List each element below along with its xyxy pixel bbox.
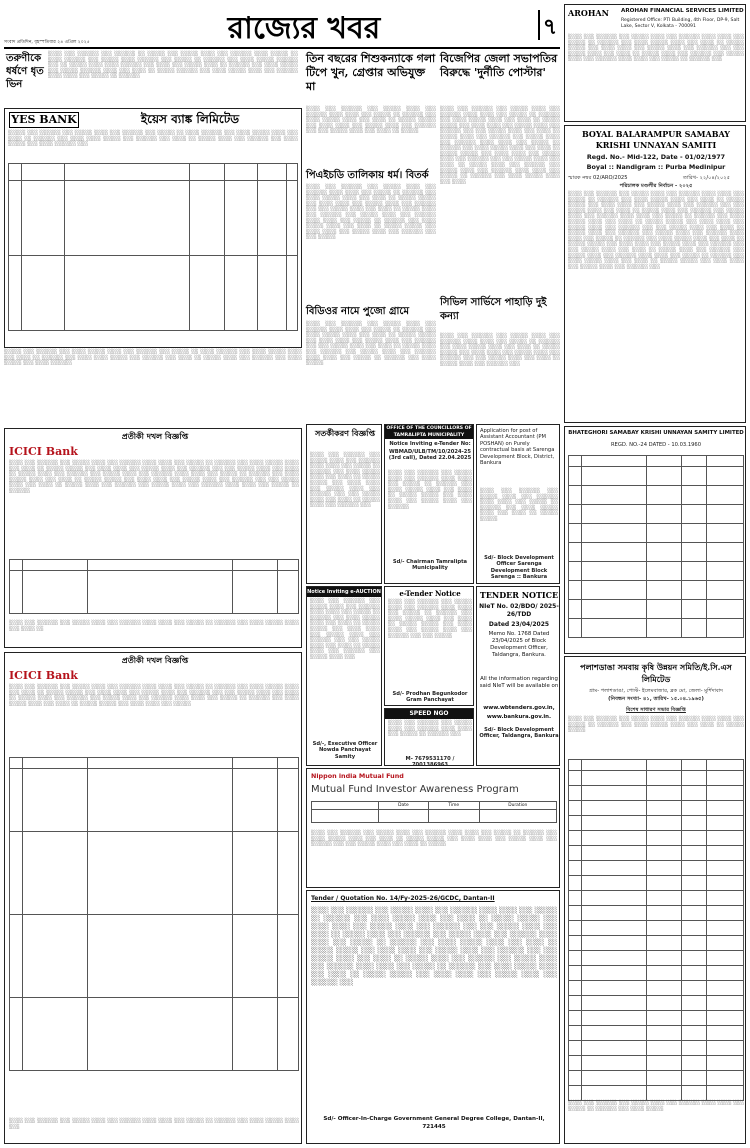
councillors-title: OFFICE OF THE COUNCILLORS OF TAMRALIPTA MUNICIPALITY xyxy=(386,426,472,438)
boyal-date: তারিখ- ২২/০৪/২০২৫ xyxy=(683,175,731,181)
boyal-ad xyxy=(564,125,746,423)
masthead-rule xyxy=(4,47,560,49)
tender-quote-ad xyxy=(306,890,560,1144)
boyal-body: ░░░░ ░░░ ░░░░░░ ░░░ ░░░░░ ░░░░ ░░░ ░░░░░░ ░░░░ ░░░░ ░░░ ░░░░░ ░░ ░░░░░░ ░░░ ░░░░ ░░░░░ ░░░░ ░░░ ░░░░ ░░ ░░░░░ ░░░░░ ░░░ ░░░░ ░░░░ ░░░ ░░░░░ ░░░░ ░░░ ░░░░░░ ░░░ ░░░ ░░░░░ ░░░░ ░░░ ░░░░ ░░ ░░░░░ ░░░░ ░░░ ░░░░░░ ░░░ ░░░░░ ░░░░ ░░░ ░░░░░░ ░░░░ ░░░░ ░░░ ░░░░░ ░░ ░░░░░░ ░░░ ░░░░ ░░░░░ ░░░░ ░░░ ░░░░ ░░ ░░░░░ ░░░░░ ░░░ ░░░░ ░░░░ ░░░ ░░░░░ ░░░░ ░░░ ░░░░░░ ░░░ ░░░ ░░░░░ ░░░░ ░░░ ░░░░ ░░ ░░░░░ ░░░░ ░░░ ░░░░░░ ░░░ ░░░░░ ░░░░ ░░░ ░░░░░░ ░░░░ ░░░░ ░░░ ░░░░░ ░░ ░░░░░░ ░░░ ░░░░ ░░░░░ ░░░░ ░░░ ░░░░ ░░ ░░░░░ ░░░░░ ░░░ ░░░░ ░░░░ ░░░ ░░░░░ ░░░░ ░░░ ░░░░░░ ░░░ ░░░ ░░░░░ ░░░░ ░░░ ░░░░ ░░ ░░░░░ ░░░░ ░░░ ░░░░░░ ░░░ ░░░░░ ░░░░ ░░░ ░░░░░░ ░░░░ ░░░░ ░░░ ░░░░░ ░░ ░░░░░░ ░░░ ░░░░ ░░░░░ ░░░░ ░░░ ░░░░ ░░ ░░░░░ ░░░░░ ░░░ ░░░░ ░░░░ ░░░ ░░░░░ ░░░░ ░░░ ░░░░░░ ░░░ xyxy=(568,192,744,270)
nippon-title: Mutual Fund Investor Awareness Program xyxy=(311,784,519,795)
icici-logo-1: ICICI Bank xyxy=(9,445,78,458)
nowda-title: Notice Inviting e-AUCTION xyxy=(307,589,381,595)
nippon-brand: Nippon india Mutual Fund xyxy=(311,772,404,780)
nowda-ad xyxy=(306,586,382,766)
palashdanga-body: ░░░░ ░░░ ░░░░░░ ░░░ ░░░░░ ░░░░ ░░░ ░░░░░░ ░░░░ ░░░░ ░░░ ░░░░░ ░░ ░░░░░░ ░░░ ░░░░ ░░░░░ ░░░░ ░░░ ░░░░ ░░ ░░░░░ ░░░░░ xyxy=(568,717,744,734)
tender-notice-sign: Sd/- Block Development Officer, Taldangra, Bankura xyxy=(479,727,559,740)
etender-ad xyxy=(384,586,474,706)
icici-notice-1: প্রতীকী দখল বিজ্ঞপ্তি xyxy=(121,431,189,441)
tender-quote-title: Tender / Quotation No. 14/Fy-2025-26/GCDC, Dantan-II xyxy=(311,895,495,902)
tender-notice-no: NIeT No. 02/BDO/ 2025-26/TDD xyxy=(479,603,559,618)
tender-notice-ad xyxy=(476,586,560,766)
story-5-body: ░░░░ ░░░ ░░░░░░ ░░░ ░░░░░ ░░░░ ░░░ ░░░░░░ ░░░░ ░░░░ ░░░ ░░░░░ ░░ ░░░░░░ ░░░ ░░░░ ░░░░░ ░░░░ ░░░ ░░░░ ░░ ░░░░░ ░░░░░ ░░░ ░░░░ ░░░░ ░░░ ░░░░░ ░░░░ ░░░ ░░░░░░ ░░░ ░░░ ░░░░░ ░░░░ ░░░ ░░░░ ░░ ░░░░░ ░░░░ ░░░ ░░░░░░ ░░░ xyxy=(440,334,560,367)
nippon-table-h2: Time xyxy=(428,802,479,810)
bhateghori-reg: REGD. NO.-24 DATED - 10.03.1960 xyxy=(610,442,702,448)
headline-5: সিভিল সার্ভিসে পাহাড়ি দুই কন্যা xyxy=(440,297,547,322)
palashdanga-title: পলাশডাঙা সমবায় কৃষি উন্নয়ন সমিতি/ই.সি.এস লিমিটেড xyxy=(580,662,732,684)
sarkari-title: সতর্কীকরণ বিজ্ঞপ্তি xyxy=(314,428,376,438)
icici-ad-1 xyxy=(4,428,302,648)
arohan-address: Registered Office: PTI Building, 4th Floor, DP-9, Salt Lake, Sector V, Kolkata - 700091 xyxy=(621,18,740,29)
icici-2-body: ░░░░ ░░░ ░░░░░░ ░░░ ░░░░░ ░░░░ ░░░ ░░░░░░ ░░░░ ░░░░ ░░░ ░░░░░ ░░ ░░░░░░ ░░░ ░░░░ ░░░░░ ░░░░ ░░░ ░░░░ ░░ ░░░░░ ░░░░░ ░░░ ░░░░ ░░░░ ░░░ ░░░░░ ░░░░ ░░░ ░░░░░░ ░░░ ░░░ ░░░░░ ░░░░ ░░░ ░░░░ ░░ ░░░░░ ░░░░ ░░░ ░░░░░░ ░░░ ░░░░░ ░░░░ ░░░ ░░░░░░ ░░░░ ░░░░ ░░░ ░░░░░ ░░ ░░░░░░ ░░░ ░░░░ ░░░░░ ░░░░ ░░░ ░░░░ ░░ ░░░░░ ░░░░░ ░░░ ░░░░ ░░░░ ░░░ ░░░░░ xyxy=(9,685,299,707)
story-4-body: ░░░░ ░░░ ░░░░░░ ░░░ ░░░░░ ░░░░ ░░░ ░░░░░░ ░░░░ ░░░░ ░░░ ░░░░░ ░░ ░░░░░░ ░░░ ░░░░ ░░░░░ ░░░░ ░░░ ░░░░ ░░ ░░░░░ ░░░░░ ░░░ ░░░░ ░░░░ ░░░ ░░░░░ ░░░░ ░░░ ░░░░░░ ░░░ ░░░ ░░░░░ ░░░░ ░░░ ░░░░ ░░ ░░░░░ ░░░░ ░░░ ░░░░░░ ░░░ ░░░░░ ░░░░ ░░░ ░░░░░░ ░░░░ ░░░░ ░░░ ░░░░░ ░░ ░░░░░░ ░░░ ░░░░ ░░░░░ ░░░░ ░░░ ░░░░ ░░ ░░░░░ ░░░░░ ░░░ ░░░░ ░░░░ ░░░ ░░░░░ ░░░░ ░░░ ░░░░░░ ░░░ ░░░ ░░░░░ ░░░░ ░░░ ░░░░ ░░ ░░░░░ ░░░░ ░░░ ░░░░░░ ░░░ ░░░░░ ░░░░ ░░░ ░░░░░░ ░░░░ ░░░░ ░░░ ░░░░░ ░░ ░░░░░░ ░░░ ░░░░ ░░░░░ ░░░░ ░░░ ░░░░ xyxy=(440,107,560,185)
story-2-body: ░░░░ ░░░ ░░░░░░ ░░░ ░░░░░ ░░░░ ░░░ ░░░░░░ ░░░░ ░░░░ ░░░ ░░░░░ ░░ ░░░░░░ ░░░ ░░░░ ░░░░░ ░░░░ ░░░ ░░░░ ░░ ░░░░░ ░░░░░ ░░░ ░░░░ ░░░░ ░░░ ░░░░░ ░░░░ ░░░ ░░░░░░ ░░░ ░░░ ░░░░░ ░░░░ ░░░ ░░░░ ░░ ░░░░░ ░░░░ ░░░ ░░░░░░ ░░░ ░░░░░ ░░░░ ░░░ ░░░░░░ ░░░░ ░░░░ ░░░ ░░░░░ ░░ ░░░░░░ ░░░ ░░░░ ░░░░░ ░░░░ ░░░ ░░░░ ░░ ░░░░░ ░░░░░ ░░░ ░░░░ ░░░░ ░░░ ░░░░░ ░░░░ ░░░ ░░░░░░ ░░░ ░░░ ░░░░░ xyxy=(306,185,436,241)
icici-1-table xyxy=(9,559,299,619)
sarkari-body: ░░░░ ░░░ ░░░░░░ ░░░ ░░░░░ ░░░░ ░░░ ░░░░░░ ░░░░ ░░░░ ░░░ ░░░░░ ░░ ░░░░░░ ░░░ ░░░░ ░░░░░ ░░░░ ░░░ ░░░░ ░░ ░░░░░ ░░░░░ ░░░ ░░░░ ░░░░ ░░░ ░░░░░ ░░░░ ░░░ ░░░░░░ ░░░ ░░░ ░░░░░ ░░░░ ░░░ ░░░░ ░░ ░░░░░ ░░░░ ░░░ ░░░░░░ ░░░ xyxy=(310,453,380,509)
story-3-body: ░░░░ ░░░ ░░░░░░ ░░░ ░░░░░ ░░░░ ░░░ ░░░░░░ ░░░░ ░░░░ ░░░ ░░░░░ ░░ ░░░░░░ ░░░ ░░░░ ░░░░░ ░░░░ ░░░ ░░░░ ░░ ░░░░░ ░░░░░ ░░░ ░░░░ ░░░░ ░░░ ░░░░░ ░░░░ ░░░ ░░░░░░ ░░░ ░░░ ░░░░░ ░░░░ ░░░ ░░░░ ░░ ░░░░░ ░░░░ ░░░ ░░░░░░ ░░░ ░░░░░ ░░░░ ░░░ ░░░░░░ ░░░░ ░░░░ ░░░ ░░░░░ ░░ ░░░░░░ ░░░ ░░░░ ░░░░░ xyxy=(306,322,436,367)
page-number: ৭ xyxy=(538,10,560,40)
nowda-body: ░░░░ ░░░ ░░░░░░ ░░░ ░░░░░ ░░░░ ░░░ ░░░░░░ ░░░░ ░░░░ ░░░ ░░░░░ ░░ ░░░░░░ ░░░ ░░░░ ░░░░░ ░░░░ ░░░ ░░░░ ░░ ░░░░░ ░░░░░ ░░░ ░░░░ ░░░░ ░░░ ░░░░░ ░░░░ ░░░ ░░░░░░ ░░░ ░░░ ░░░░░ ░░░░ ░░░ ░░░░ ░░ ░░░░░ ░░░░ ░░░ ░░░░░░ ░░░ ░░░░░ ░░░░ ░░░ xyxy=(310,599,380,660)
councillors-body: ░░░░ ░░░ ░░░░░░ ░░░ ░░░░░ ░░░░ ░░░ ░░░░░░ ░░░░ ░░░░ ░░░ ░░░░░ ░░ ░░░░░░ ░░░ ░░░░ ░░░░░ ░░░░ ░░░ ░░░░ ░░ ░░░░░ ░░░░░ ░░░ ░░░░ ░░░░ ░░░ ░░░░░ ░░░░ ░░░ ░░░░░░ xyxy=(388,471,472,510)
icici-logo-2: ICICI Bank xyxy=(9,669,78,682)
nippon-table-h3: Duration xyxy=(479,802,556,810)
icici-1-footer: ░░░░ ░░░ ░░░░░░ ░░░ ░░░░░ ░░░░ ░░░ ░░░░░░ ░░░░ ░░░░ ░░░ ░░░░░ ░░ ░░░░░░ ░░░ ░░░░ ░░░░░ ░░░░ ░░░ ░░░░ ░░ xyxy=(9,621,299,632)
assistant-sign: Sd/- Block Development Officer Sarenga Development Block Sarenga :: Bankura xyxy=(484,555,554,581)
headline-4: বিজেপির জেলা সভাপতির বিরুদ্ধে 'দুর্নীতি পোস্টার' xyxy=(440,52,558,79)
palashdanga-footer: ░░░░ ░░░ ░░░░░░ ░░░ ░░░░░ ░░░░ ░░░ ░░░░░░ ░░░░ ░░░░ ░░░ ░░░░░ ░░ ░░░░░░ ░░░ ░░░░ ░░░░░ xyxy=(568,1101,744,1112)
icici-2-table xyxy=(9,757,299,1117)
arohan-logo: AROHAN xyxy=(568,8,609,18)
etender-body: ░░░░ ░░░ ░░░░░░ ░░░ ░░░░░ ░░░░ ░░░ ░░░░░░ ░░░░ ░░░░ ░░░ ░░░░░ ░░ ░░░░░░ ░░░ ░░░░ ░░░░░ ░░░░ ░░░ ░░░░ ░░ ░░░░░ ░░░░░ ░░░ ░░░░ ░░░░ ░░░ ░░░░░ ░░░░ ░░░ ░░░░░░ ░░░ ░░░ ░░░░░ xyxy=(388,600,472,639)
dateline: সংবাদ প্রতিদিন, বৃহস্পতিবার ২৪ এপ্রিল ২০২৫ xyxy=(4,40,90,45)
boyal-addr: Boyal :: Nandigram :: Purba Medinipur xyxy=(586,163,726,171)
tender-notice-body: All the information regarding said NIeT will be available on xyxy=(479,676,559,689)
etender-sign: Sd/- Prodhan Begunkodor Gram Panchayat xyxy=(392,691,468,704)
speed-title: SPEED NGO xyxy=(385,709,473,719)
speed-phone: M- 7679531170 / 7001386963 xyxy=(405,756,455,769)
tender-quote-sign: Sd/- Officer-In-Charge Government General Degree College, Dantan-II, 721445 xyxy=(323,1116,545,1130)
boyal-sub: পরিচালক মণ্ডলীর নির্বাচন - ২০২৫ xyxy=(619,183,693,189)
etender-title: e-Tender Notice xyxy=(399,589,461,598)
councillors-sub: Notice Inviting e-Tender No: xyxy=(389,441,471,447)
nippon-body: ░░░░ ░░░ ░░░░░░ ░░░ ░░░░░ ░░░░ ░░░ ░░░░░░ ░░░░ ░░░░ ░░░ ░░░░░ ░░ ░░░░░░ ░░░ ░░░░ ░░░░░ ░░░░ ░░░ ░░░░ ░░ ░░░░░ ░░░░░ ░░░ ░░░░ ░░░░ ░░░ ░░░░░ ░░░░ ░░░ ░░░░░░ ░░░ ░░░ ░░░░░ ░░░░ ░░░ ░░░░ ░░ ░░░░░ xyxy=(311,831,557,848)
palashdanga-table xyxy=(568,759,744,1099)
assistant-text: Application for post of Assistant Accountant (PM POSHAN) on Purely contractual basis at Sarenga Development Block, District, Bankura xyxy=(480,428,555,467)
boyal-reg: Regd. No.- Mid-122, Date - 01/02/1977 xyxy=(586,153,726,161)
tender-notice-link1[interactable]: www.wbtenders.gov.in, xyxy=(483,705,555,711)
bhateghori-title: BHATEGHORI SAMABAY KRISHI UNNAYAN SAMITY LIMITED xyxy=(568,430,744,436)
bhateghori-table xyxy=(568,455,744,651)
tender-notice-title: TENDER NOTICE xyxy=(479,590,559,600)
icici-notice-2: প্রতীকী দখল বিজ্ঞপ্তি xyxy=(121,655,189,665)
palashdanga-notice: বিশেষ সাধারণ সভার বিজ্ঞপ্তি xyxy=(626,707,686,713)
tender-notice-link2[interactable]: www.bankura.gov.in. xyxy=(486,714,552,720)
icici-1-body: ░░░░ ░░░ ░░░░░░ ░░░ ░░░░░ ░░░░ ░░░ ░░░░░░ ░░░░ ░░░░ ░░░ ░░░░░ ░░ ░░░░░░ ░░░ ░░░░ ░░░░░ ░░░░ ░░░ ░░░░ ░░ ░░░░░ ░░░░░ ░░░ ░░░░ ░░░░ ░░░ ░░░░░ ░░░░ ░░░ ░░░░░░ ░░░ ░░░ ░░░░░ ░░░░ ░░░ ░░░░ ░░ ░░░░░ ░░░░ ░░░ ░░░░░░ ░░░ ░░░░░ ░░░░ ░░░ ░░░░░░ ░░░░ ░░░░ ░░░ ░░░░░ ░░ ░░░░░░ ░░░ ░░░░ ░░░░░ ░░░░ ░░░ ░░░░ ░░ ░░░░░ ░░░░░ ░░░ ░░░░ ░░░░ ░░░ ░░░░░ ░░░░ ░░░ ░░░░░░ ░░░ ░░░ ░░░░░ ░░░░ ░░░ ░░░░ ░░ ░░░░░ ░░░░ ░░░ ░░░░░░ ░░░ ░░░░░ ░░░░ ░░░ ░░░░░░ ░░░░ ░░░░ ░░░ ░░░░░ ░░ ░░░░░░ xyxy=(9,461,299,494)
headline-1: তিন বছরের শিশুকন্যাকে গলা টিপে খুন, গ্রেপ্তার অভিযুক্ত মা xyxy=(306,52,436,93)
lead-left-body: ░░░░ ░░░ ░░░░░░ ░░░ ░░░░░░ ░░ ░░░░░ ░░░ ░░░░░ ░░░░ ░░░ ░░░░░░ ░░░░ ░░░░░ ░░ ░░░░ ░░░░░░ ░░░ ░░░░░ ░░░░ ░░░░░░ ░░░ ░░░░░ ░░ ░░░░░░ ░░░ ░░░░ ░░░░░ ░░░░░░ ░░░ ░░ ░░░░░ ░░░░ ░░░░ ░░░░░░ ░░░ ░░░░ ░░░ ░░░░░ ░░░░ ░░ ░░░░░░ ░░░ ░░░░ ░░░░░ ░░░ ░░░░░ ░░░░░░ ░░░░ ░░░ ░░░░ ░░ ░░░░░ ░░░░░░ ░░░ ░░░░ ░░░░░ ░░░░ ░░░ ░░░░░░ ░░░░ ░░░░ ░░░ ░░░░░ ░░ ░░░░░░ xyxy=(48,52,298,80)
section-title: রাজ্যের খবর xyxy=(227,11,381,46)
councillors-ref: WBMAD/ULB/TM/10/2024-25 (3rd call), Dated 22.04.2025 xyxy=(388,449,472,462)
nippon-table-h1: Date xyxy=(379,802,429,810)
lead-left-headline: তরুণীকে ধর্ষণে ধৃত ভিন xyxy=(6,53,44,90)
yes-bank-ad xyxy=(4,108,302,348)
boyal-memo: স্মারক নম্বর 02/ARO/2025 xyxy=(568,175,628,181)
story-1-body: ░░░░ ░░░ ░░░░░░ ░░░ ░░░░░ ░░░░ ░░░ ░░░░░░ ░░░░ ░░░░ ░░░ ░░░░░ ░░ ░░░░░░ ░░░ ░░░░ ░░░░░ ░░░░ ░░░ ░░░░ ░░ ░░░░░ ░░░░░ ░░░ ░░░░ ░░░░ ░░░ ░░░░░ ░░░░ ░░░ ░░░░░░ ░░░ ░░░ ░░░░░ ░░░░ ░░░ ░░░░ ░░ ░░░░░ xyxy=(306,107,436,135)
tender-notice-memo: Memo No. 1768 Dated 23/04/2025 of Block Development Officer, Taldangra, Bankura. xyxy=(488,631,550,658)
sarkari-ad xyxy=(306,424,382,584)
tender-notice-date: Dated 23/04/2025 xyxy=(488,621,550,628)
speed-ad xyxy=(384,708,474,769)
speed-body: ░░░░ ░░░ ░░░░░░ ░░░ ░░░░░ ░░░░ ░░░ ░░░░░░ ░░░░ ░░░░ ░░░ ░░░░░ ░░ ░░░░░░ ░░░ xyxy=(388,721,472,738)
arohan-body: ░░░░ ░░░ ░░░░░░ ░░░ ░░░░░ ░░░░ ░░░ ░░░░░░ ░░░░ ░░░░ ░░░ ░░░░░ ░░ ░░░░░░ ░░░ ░░░░ ░░░░░ ░░░░ ░░░ ░░░░ ░░ ░░░░░ ░░░░░ ░░░ ░░░░ ░░░░ ░░░ ░░░░░ ░░░░ ░░░ ░░░░░░ ░░░ ░░░ ░░░░░ ░░░░ ░░░ ░░░░ ░░ ░░░░░ ░░░░ ░░░ ░░░░░░ ░░░ ░░░░░ ░░░░ ░░░ ░░░░░░ ░░░░ ░░░░ ░░░ ░░░░░ ░░ ░░░░░░ ░░░ xyxy=(568,35,744,63)
nowda-sign: Sd/-, Executive Officer Nowda Panchayat Samity xyxy=(312,741,378,760)
bhateghori-ad xyxy=(564,426,746,654)
boyal-title: BOYAL BALARAMPUR SAMABAY KRISHI UNNAYAN SAMITI xyxy=(582,129,730,150)
icici-ad-2 xyxy=(4,652,302,1144)
assistant-body: ░░░░ ░░░ ░░░░░░ ░░░ ░░░░░ ░░░░ ░░░ ░░░░░░ ░░░░ ░░░░ ░░░ ░░░░░ ░░ ░░░░░░ ░░░ ░░░░ ░░░░░ ░░░░ ░░░ ░░░░ ░░ ░░░░░ ░░░░░ xyxy=(480,489,558,522)
headline-3: বিডিওর নামে পুজো গ্রামে xyxy=(306,306,410,317)
councillors-sign: Sd/- Chairman Tamralipta Municipality xyxy=(392,559,468,572)
arohan-name: AROHAN FINANCIAL SERVICES LIMITED xyxy=(621,8,744,14)
yes-bank-logo: YES BANK xyxy=(9,112,79,128)
tender-quote-body: ░░░░ ░░░ ░░░░░░ ░░░ ░░░░░ ░░░░ ░░░ ░░░░░░ ░░░░ ░░░░ ░░░ ░░░░░ ░░ ░░░░░░ ░░░ ░░░░ ░░░░░ ░░░░ ░░░ ░░░░ ░░ ░░░░░ ░░░░░ ░░░ ░░░░ ░░░░ ░░░ ░░░░░ ░░░░ ░░░ ░░░░░░ ░░░ ░░░ ░░░░░ ░░░░ ░░░ ░░░░ ░░ ░░░░░ ░░░░ ░░░ ░░░░░░ ░░░ ░░░░░ ░░░░ ░░░ ░░░░░░ ░░░░ ░░░░ ░░░ ░░░░░ ░░ ░░░░░░ ░░░ ░░░░ ░░░░░ ░░░░ ░░░ ░░░░ ░░ ░░░░░ ░░░░░ ░░░ ░░░░ ░░░░ ░░░ ░░░░░ ░░░░ ░░░ ░░░░░░ ░░░ ░░░ ░░░░░ ░░░░ ░░░ ░░░░ ░░ ░░░░░ ░░░░ ░░░ ░░░░░░ ░░░ ░░░░░ ░░░░ ░░░ ░░░░░░ ░░░░ ░░░░ ░░░ ░░░░░ ░░ ░░░░░░ ░░░ ░░░░ ░░░░░ ░░░░ ░░░ ░░░░ ░░ ░░░░░ ░░░░░ ░░░ ░░░░ ░░░░ ░░░ ░░░░░ ░░░░ ░░░ ░░░░░░ ░░░ xyxy=(311,908,557,986)
yes-bank-footer: ░░░░░ ░░░ ░░░░░░ ░░░ ░░░░ ░░░░░ ░░░░ ░░░ ░░░░░░ ░░░ ░░░░░ ░░ ░░░░ ░░░░░░ ░░░ ░░░░ ░░░░░ ░░░░ ░░░ ░░░░ ░░ ░░░░░░ ░░░ ░░░░ ░░░░ ░░░░░ ░░░ ░░░░░░ ░░░ ░░░░ ░░ ░░░░░ ░░░░ ░░░ ░░░░░░ ░░░ ░░░░ ░░░░░ ░░░ ░░░░ ░░░░░░ xyxy=(4,350,302,367)
arohan-ad xyxy=(564,4,746,122)
palashdanga-reg: (নিবন্ধন সংখ্যা- ৪১, তারিখ- ১৫.০৪.১৯৬৫) xyxy=(608,696,704,702)
yes-bank-intro: ░░░░░ ░░░ ░░░░░░ ░░░ ░░░░░ ░░░░ ░░░ ░░░░░░ ░░░ ░░░░░ ░░ ░░░░ ░░░░░░ ░░░ ░░░░ ░░░░░ ░░░░ ░░░ ░░░░ ░░ ░░░░░░ ░░░ ░░░░ ░░░░ ░░░░░ ░░░ ░░░░░░ ░░░ ░░░░ ░░ ░░░░░ ░░░░ ░░░ ░░░░░░ ░░░ ░░░░ ░░░░░ ░░░ ░░░░ ░░░░░░ ░░░ xyxy=(8,131,298,148)
councillors-ad xyxy=(384,424,474,584)
yes-bank-title: ইয়েস ব্যাঙ্ক লিমিটেড xyxy=(140,112,240,126)
nippon-ad xyxy=(306,768,560,888)
yes-bank-table xyxy=(8,163,298,343)
palashdanga-addr: গ্রাম- পলাশডাঙা, পোস্ট- ইলেমবাজার, ব্লক মো, জেলা- মুর্শিদাবাদ xyxy=(588,688,724,694)
headline-2: পিএইচডি তালিকায় ধর্ম। বিতর্ক xyxy=(306,170,429,181)
palashdanga-ad xyxy=(564,656,746,1144)
icici-2-footer: ░░░░ ░░░ ░░░░░░ ░░░ ░░░░░ ░░░░ ░░░ ░░░░░░ ░░░░ ░░░░ ░░░ ░░░░░ ░░ ░░░░░░ ░░░ ░░░░ ░░░░░ ░░░░ ░░░ xyxy=(9,1119,299,1130)
assistant-ad xyxy=(476,424,560,584)
masthead xyxy=(4,4,560,48)
